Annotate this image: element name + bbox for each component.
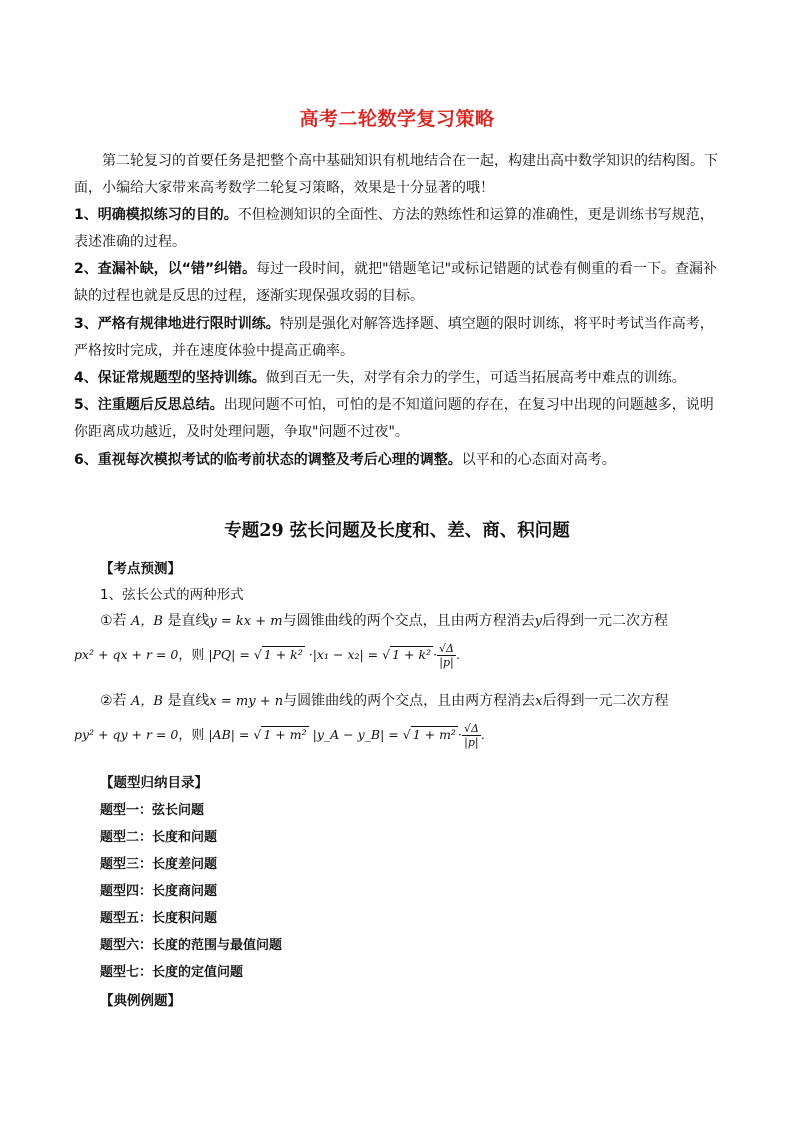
case-2-text-d: 后得到一元二次方程 — [542, 693, 669, 709]
case-2-points: A，B — [131, 694, 163, 709]
case-1-line-eq: y = kx + m — [209, 614, 283, 629]
case-2-text-c: 与圆锥曲线的两个交点，且由两方程消去 — [283, 693, 536, 709]
strategy-item-3-lead: 3、严格有规律地进行限时训练。 — [74, 316, 280, 332]
case-1-text-a: ①若 — [100, 613, 127, 629]
case-2-line-eq: x = my + n — [209, 694, 284, 709]
case-2-root-2: 1 + m² — [412, 727, 456, 742]
case-1-denominator: |p| — [439, 656, 454, 669]
case-1-text-c: 与圆锥曲线的两个交点，且由两方程消去 — [282, 613, 535, 629]
case-1-formula: px² + qx + r = 0，则 |PQ| = √ 1 + k² ·|x₁ − x₂| = √ 1 + k² · $\frac{√\Delta}{|p|}$ . — [74, 642, 460, 669]
strategy-item-1 — [74, 202, 724, 256]
toc-item-7: 题型七：长度的定值问题 — [100, 965, 244, 980]
case-1-points: A，B — [131, 614, 163, 629]
case-1-numerator: √Δ — [439, 642, 454, 655]
toc-item-6: 题型六：长度的范围与最值问题 — [100, 938, 283, 953]
case-2-middle: |y_A − y_B| = — [312, 727, 399, 742]
case-1-period: . — [456, 647, 460, 662]
case-1-root-2: 1 + k² — [392, 647, 432, 662]
case-2-quadratic: py² + qy + r = 0 — [74, 727, 179, 742]
case-2-then: ，则 — [178, 728, 205, 743]
strategy-item-5-body: 出现问题不可怕，可怕的是不知道问题的存在，在复习中出现的问题越多，说明你距离成功越近，及时处理问题，争取"问题不过夜"。 — [74, 397, 714, 440]
toc-item-5: 题型五：长度积问题 — [100, 911, 218, 926]
case-1-lhs: |PQ| = — [208, 647, 250, 662]
strategy-item-2-lead: 2、查漏补缺，以“错”纠错。 — [74, 261, 257, 277]
point-1-heading: 1、弦长公式的两种形式 — [100, 587, 244, 603]
intro-paragraph: 第二轮复习的首要任务是把整个高中基础知识有机地结合在一起，构建出高中数学知识的结构图。下面，小编给大家带来高考数学二轮复习策略，效果是十分显著的哦！ — [74, 153, 718, 196]
strategy-item-3-body: 特别是强化对解答选择题、填空题的限时训练，将平时考试当作高考，严格按时完成，并在速度体验中提高正确率。 — [74, 316, 714, 359]
case-1-quadratic: px² + qx + r = 0 — [74, 647, 179, 662]
case-2-text-b: 是直线 — [167, 693, 210, 709]
toc-item-4: 题型四：长度商问题 — [100, 884, 218, 899]
section-title: 专题29 弦长问题及长度和、差、商、积问题 — [224, 521, 570, 541]
strategy-item-4 — [74, 365, 724, 392]
case-2-var: x — [535, 694, 543, 709]
strategy-item-4-lead: 4、保证常规题型的坚持训练。 — [74, 370, 266, 386]
case-2-period: . — [480, 727, 485, 742]
strategy-item-2 — [74, 256, 724, 310]
forecast-label: 【考点预测】 — [100, 561, 181, 577]
strategy-item-1-body: 不但检测知识的全面性、方法的熟练性和运算的准确性，更是训练书写规范，表述准确的过程。 — [74, 207, 714, 250]
strategy-item-6-lead: 6、重视每次模拟考试的临考前状态的调整及考后心理的调整。 — [74, 452, 462, 468]
case-1-middle: ·|x₁ − x₂| = — [308, 647, 379, 662]
case-2-lhs: |AB| = — [208, 727, 250, 742]
page-title: 高考二轮数学复习策略 — [299, 108, 495, 130]
toc-item-1: 题型一：弦长问题 — [100, 803, 205, 818]
toc-label: 【题型归纳目录】 — [100, 775, 208, 791]
toc-item-2: 题型二：长度和问题 — [100, 830, 218, 845]
case-2-text-a: ②若 — [100, 693, 127, 709]
case-1-text-b: 是直线 — [167, 613, 210, 629]
case-1-fraction — [437, 642, 456, 669]
case-1-root-1: 1 + k² — [263, 647, 303, 662]
case-2-numerator: √Δ — [463, 722, 479, 735]
strategy-item-5 — [74, 392, 724, 446]
case-2-denominator: |p| — [464, 736, 479, 749]
strategy-item-3 — [74, 311, 724, 365]
case-2-root-1: 1 + m² — [263, 727, 307, 742]
strategy-item-4-body: 做到百无一失，对学有余力的学生，可适当拓展高考中难点的训练。 — [265, 370, 686, 386]
case-1-var: y — [534, 614, 542, 629]
case-1-statement — [100, 610, 668, 630]
strategy-item-6 — [74, 447, 724, 474]
case-1-text-d: 后得到一元二次方程 — [541, 613, 668, 629]
toc-item-3: 题型三：长度差问题 — [100, 857, 218, 872]
strategy-item-1-lead: 1、明确模拟练习的目的。 — [74, 207, 238, 223]
case-1-then: ，则 — [178, 648, 205, 663]
example-label: 【典例例题】 — [100, 993, 181, 1009]
strategy-item-2-body: 每过一段时间，就把"错题笔记"或标记错题的试卷有侧重的看一下。查漏补缺的过程也就是反思的过程，逐渐实现保强攻弱的目标。 — [74, 261, 718, 304]
strategy-item-5-lead: 5、注重题后反思总结。 — [74, 397, 224, 413]
case-2-fraction — [462, 722, 481, 749]
strategy-item-6-body: 以平和的心态面对高考。 — [461, 452, 616, 468]
case-2-statement — [100, 690, 668, 710]
case-2-formula: py² + qy + r = 0，则 |AB| = √ 1 + m² |y_A − y_B| = √ 1 + m² · $\frac{√\Delta}{|p|}$ . — [74, 722, 485, 749]
